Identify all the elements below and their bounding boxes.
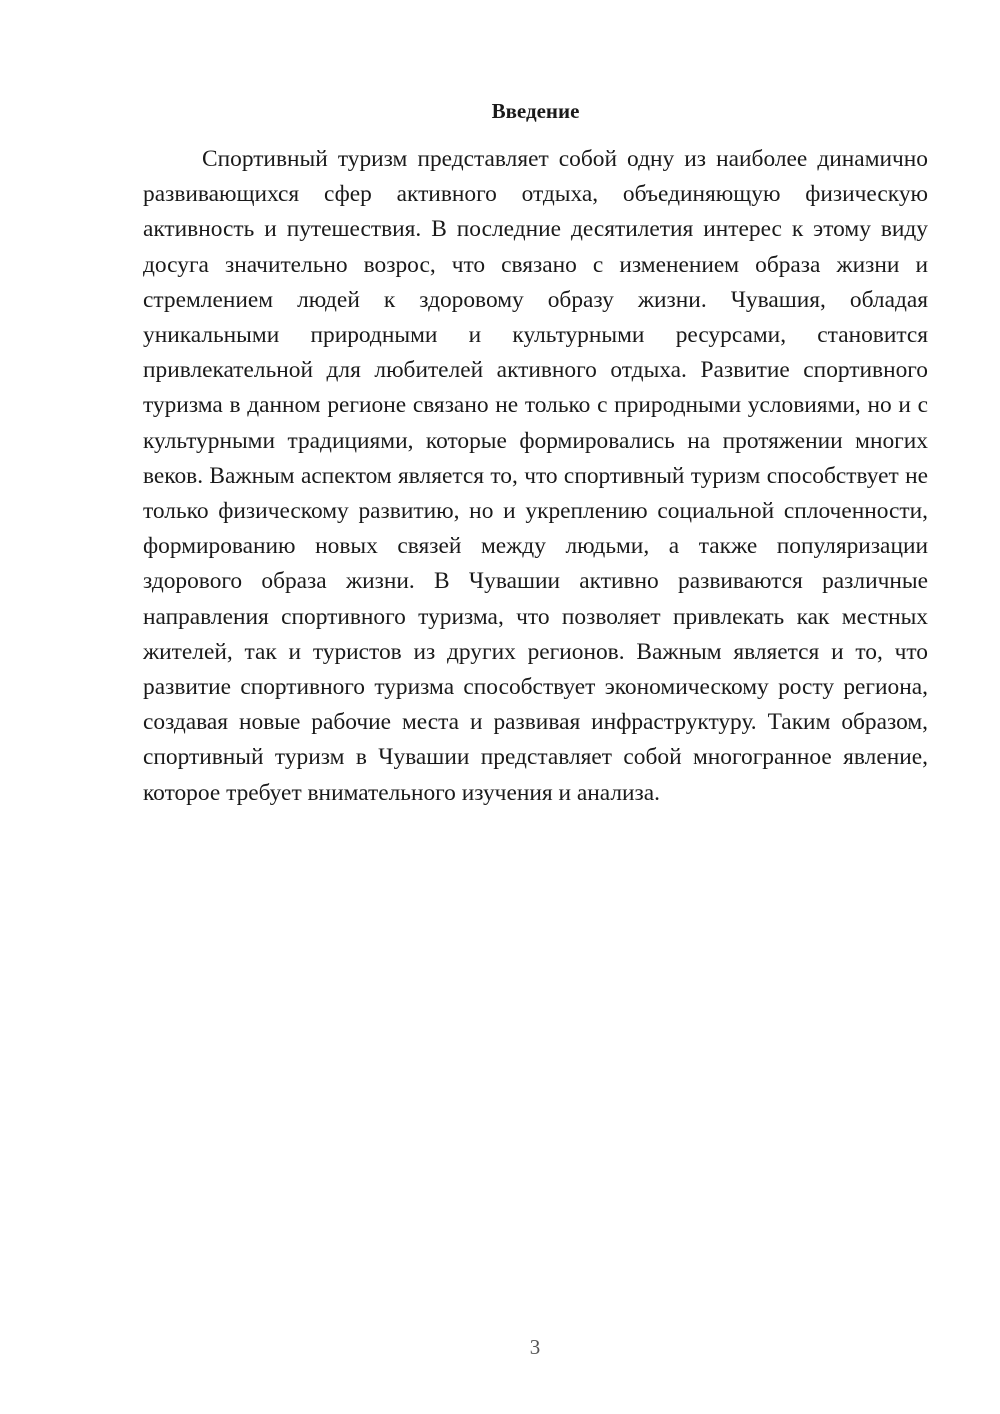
section-heading: Введение	[491, 99, 580, 123]
body-paragraph: Спортивный туризм представляет собой одну из наиболее динамично развивающихся сфер активного отдыха, объединяющую физическую активность и путешествия. В последние десятилетия интерес к этому виду досуга значительно возрос, что связано с изменением образа жизни и стремлением людей к здоровому образу жизни. Чувашия, обладая уникальными природными и культурными ресурсами, становится привлекательной для любителей активного отдыха. Развитие спортивного туризма в данном регионе связано не только с природными условиями, но и с культурными традициями, которые формировались на протяжении многих веков. Важным аспектом является то, что спортивный туризм способствует не только физическому развитию, но и укреплению социальной сплоченности, формированию новых связей между людьми, а также популяризации здорового образа жизни. В Чувашии активно развиваются различные направления спортивного туризма, что позволяет привлекать как местных жителей, так и туристов из других регионов. Важным является и то, что развитие спортивного туризма способствует экономическому росту региона, создавая новые рабочие места и развивая инфраструктуру. Таким образом, спортивный туризм в Чувашии представляет собой многогранное явление, которое требует внимательного изучения и анализа.	[143, 146, 928, 806]
page-number: 3	[529, 1335, 541, 1359]
